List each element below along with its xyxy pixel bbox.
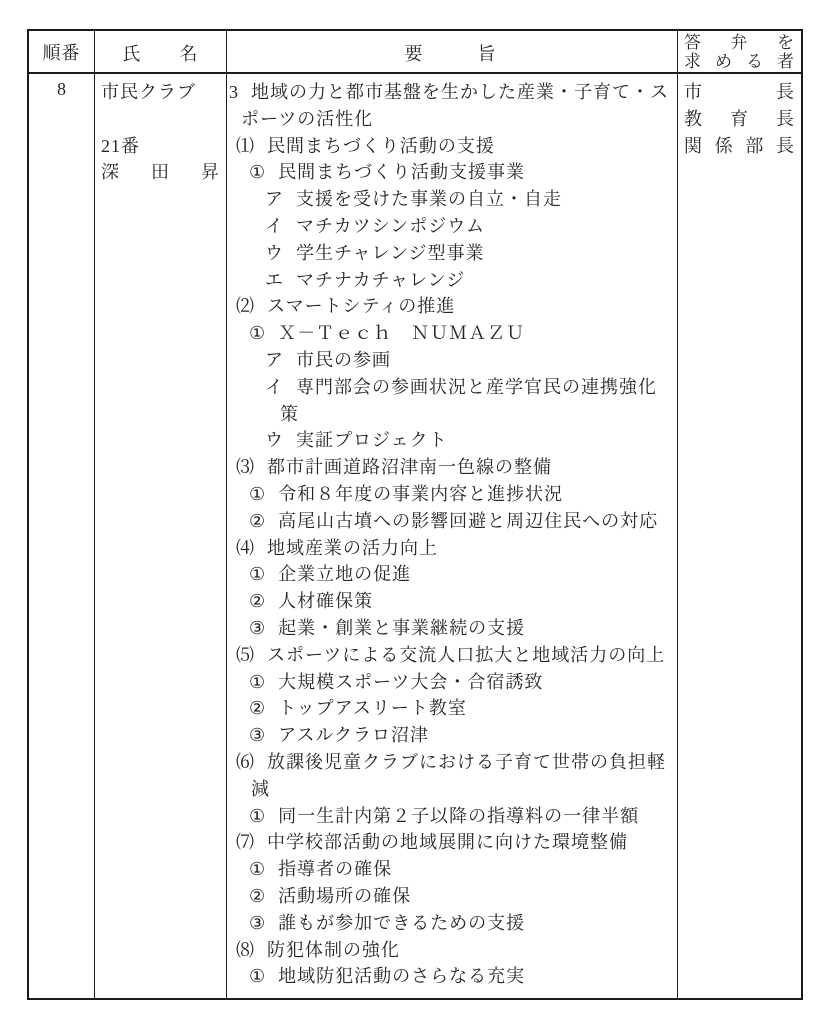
summary-item <box>229 240 672 267</box>
item-text: 地域の力と都市基盤を生かした産業・子育て・スポーツの活性化 <box>241 82 669 129</box>
item-text: 人材確保策 <box>278 591 374 612</box>
item-marker: ⑹ <box>236 751 255 772</box>
summary-item <box>229 722 672 749</box>
item-marker: イ <box>265 376 284 397</box>
item-text: 活動場所の確保 <box>278 885 412 906</box>
item-text: 実証プロジェクト <box>296 430 448 451</box>
item-text: 令和８年度の事業内容と進捗状況 <box>278 483 564 504</box>
header-respondent <box>678 31 801 72</box>
item-text: 専門部会の参画状況と産学官民の連携強化策 <box>280 376 657 424</box>
item-marker: ② <box>249 885 267 906</box>
summary-item <box>229 829 672 856</box>
item-text: 民間まちづくり活動の支援 <box>267 135 495 156</box>
cell-order <box>29 74 95 998</box>
item-marker: ① <box>249 671 267 692</box>
summary-item <box>229 642 672 669</box>
item-text: 市民の参画 <box>296 349 391 370</box>
summary-item <box>229 186 672 213</box>
item-text: 防犯体制の強化 <box>267 939 400 960</box>
summary-item <box>229 481 672 508</box>
table-header-row <box>29 31 801 74</box>
item-marker: イ <box>265 215 284 236</box>
item-marker: ① <box>249 805 267 826</box>
header-summary <box>227 31 678 72</box>
table-body-row <box>29 74 801 998</box>
summary-item <box>229 535 672 562</box>
item-marker: ③ <box>249 617 267 638</box>
summary-item <box>229 508 672 535</box>
item-text: トップアスリート教室 <box>278 698 467 719</box>
item-text: 大規模スポーツ大会・合宿誘致 <box>278 671 544 692</box>
item-marker: ② <box>249 698 267 719</box>
item-marker: ③ <box>249 725 267 746</box>
item-marker: ア <box>265 189 284 210</box>
summary-item <box>229 267 672 294</box>
summary-item <box>229 669 672 696</box>
item-text: マチカツシンポジウム <box>296 215 486 236</box>
item-text: 放課後児童クラブにおける子育て世帯の負担軽減 <box>251 751 666 799</box>
summary-item <box>229 615 672 642</box>
summary-item <box>229 79 672 133</box>
item-text: 地域産業の活力向上 <box>267 537 438 558</box>
summary-item <box>229 561 672 588</box>
item-marker: ① <box>249 966 267 987</box>
item-marker: ⑷ <box>236 537 255 558</box>
item-text: 学生チャレンジ型事業 <box>296 242 485 263</box>
cell-respondent <box>678 74 801 998</box>
summary-item <box>229 320 672 347</box>
item-marker: ① <box>249 162 267 183</box>
question-summary-table <box>27 29 803 1000</box>
summary-item <box>229 803 672 830</box>
header-name-label: 氏 名 <box>122 43 199 64</box>
summary-item <box>229 427 672 454</box>
item-text: 都市計画道路沼津南一色線の整備 <box>267 457 552 478</box>
item-marker: ② <box>249 510 267 531</box>
summary-item <box>229 293 672 320</box>
item-text: マチナカチャレンジ <box>296 269 466 290</box>
summary-item <box>229 695 672 722</box>
item-marker: ⑺ <box>236 832 255 853</box>
item-marker: ③ <box>249 912 267 933</box>
item-text: 同一生計内第２子以降の指導料の一律半額 <box>278 805 640 826</box>
item-marker: ウ <box>265 242 284 263</box>
item-text: 民間まちづくり活動支援事業 <box>278 162 525 183</box>
item-marker: ア <box>265 349 284 370</box>
item-marker: ⑸ <box>236 644 255 665</box>
cell-summary <box>227 74 678 998</box>
member-name: 深 田 昇 <box>101 162 220 183</box>
member-group: 市民クラブ <box>101 82 196 102</box>
respondent-name: 関 係 部 長 <box>684 135 795 156</box>
summary-item <box>229 347 672 374</box>
item-text: アスルクラロ沼津 <box>278 725 430 746</box>
summary-item <box>229 963 672 990</box>
item-marker: ⑻ <box>236 939 255 960</box>
summary-item <box>229 374 672 428</box>
cell-name <box>95 74 227 998</box>
item-text: 企業立地の促進 <box>278 564 412 585</box>
summary-item <box>229 454 672 481</box>
respondent-name: 教 育 長 <box>684 108 795 129</box>
item-marker: ① <box>249 323 267 344</box>
header-order-label: 順番 <box>42 42 81 63</box>
item-marker: ② <box>249 591 267 612</box>
header-respondent-line2: 求 め る 者 <box>684 51 795 71</box>
summary-item <box>229 159 672 186</box>
summary-item <box>229 749 672 803</box>
summary-item <box>229 910 672 937</box>
member-number: 21番 <box>101 135 140 156</box>
respondent-name: 市 長 <box>684 82 795 102</box>
summary-item <box>229 883 672 910</box>
item-text: スポーツによる交流人口拡大と地域活力の向上 <box>267 644 666 665</box>
item-marker: ウ <box>265 430 284 451</box>
header-order <box>29 31 95 72</box>
item-text: 指導者の確保 <box>278 859 393 880</box>
blank-line <box>101 106 220 133</box>
item-marker: ① <box>249 564 267 585</box>
summary-item <box>229 937 672 964</box>
header-name <box>95 31 227 72</box>
item-marker: エ <box>265 269 284 290</box>
header-respondent-line1: 答 弁 を <box>684 32 795 52</box>
item-text: 地域防犯活動のさらなる充実 <box>278 966 526 987</box>
item-text: 高尾山古墳への影響回避と周辺住民への対応 <box>278 510 659 531</box>
item-text: 支援を受けた事業の自立・自走 <box>296 189 562 210</box>
summary-item <box>229 588 672 615</box>
summary-item <box>229 133 672 160</box>
header-summary-label: 要 旨 <box>404 43 497 64</box>
item-marker: ① <box>249 859 267 880</box>
summary-item <box>229 213 672 240</box>
item-text: 誰もが参加できるための支援 <box>278 912 526 933</box>
item-text: 中学校部活動の地域展開に向けた環境整備 <box>267 832 628 853</box>
item-marker: 3 <box>229 82 239 102</box>
summary-item <box>229 856 672 883</box>
item-text: 起業・創業と事業継続の支援 <box>278 617 526 638</box>
order-number: 8 <box>57 79 66 99</box>
item-marker: ⑵ <box>236 296 255 317</box>
item-text: スマートシティの推進 <box>267 296 456 317</box>
item-marker: ① <box>249 483 267 504</box>
item-marker: ⑴ <box>236 135 255 156</box>
item-marker: ⑶ <box>236 457 255 478</box>
item-text: Ｘ－Ｔｅｃｈ ＮＵＭＡＺＵ <box>278 323 526 344</box>
